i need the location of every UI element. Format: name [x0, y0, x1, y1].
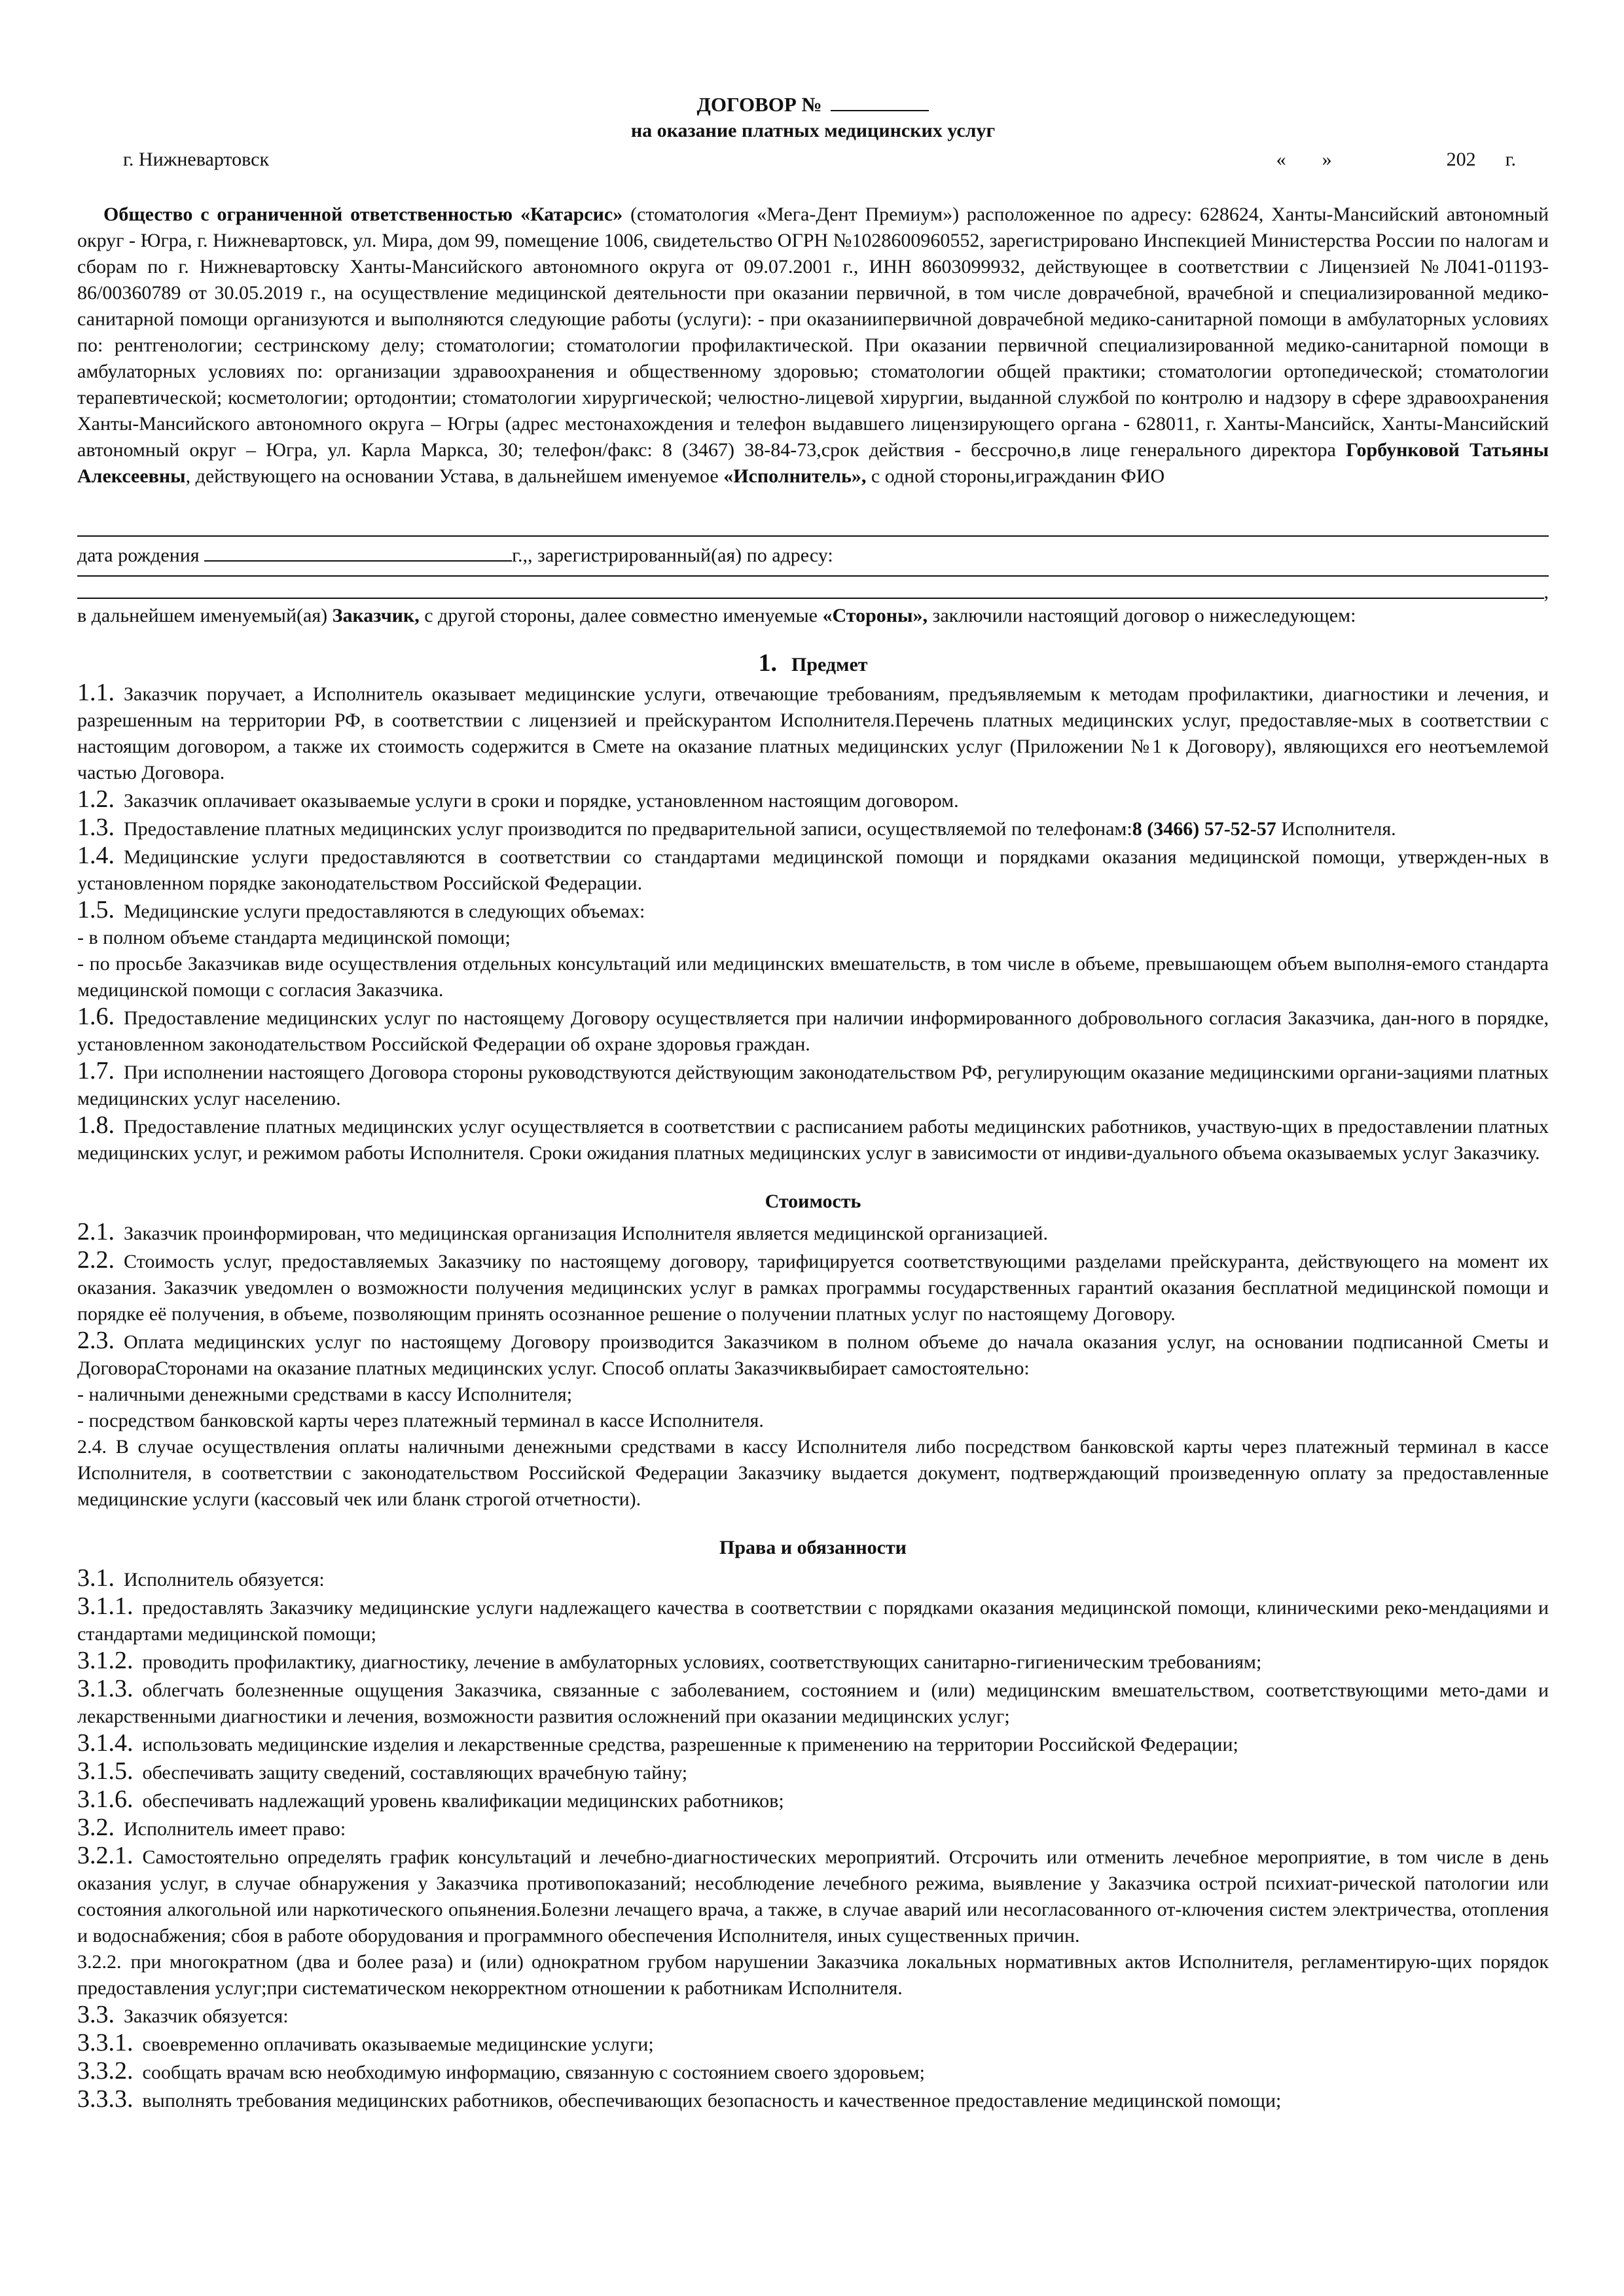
clause-1-5-a: - в полном объеме стандарта медицинской помощи; — [77, 927, 511, 948]
clause-number: 2.3. — [77, 1327, 115, 1354]
clause-1-7 — [77, 1058, 1549, 1112]
clause-2-3-b: - посредством банковской карты через платежный терминал в кассе Исполнителя. — [77, 1410, 764, 1431]
parties-text-1: в дальнейшем именуемый(ая) — [77, 605, 333, 626]
clause-text: своевременно оплачивать оказываемые медицинские услуги; — [142, 2034, 654, 2055]
clause-text: При исполнении настоящего Договора стороны руководствуются действующим законодательством РФ, регулирующим оказание медицинскими органи-зациями платных медицинских услуг населению. — [77, 1062, 1549, 1109]
clause-3-1-6 — [77, 1786, 1549, 1814]
clause-1-5-b: - по просьбе Заказчикав виде осуществления отдельных консультаций или медицинских вмешательств, в том числе в объеме, превышающем объем выполня-емого стандарта медицинской помощи с согласия Заказчика. — [77, 953, 1549, 1001]
clause-2-4: 2.4. В случае осуществления оплаты наличными денежными средствами в кассу Исполнителя либо посредством банковской карты через платежный терминал в кассе Исполнителя, в соответствии с законодательством Российской Федерации Заказчику выдается документ, подтверждающий произведенную оплату за предоставленные медицинские услуги (кассовый чек или бланк строгой отчетности). — [77, 1436, 1549, 1510]
birth-label: дата рождения — [77, 545, 200, 566]
clause-2-3-a: - наличными денежными средствами в кассу Исполнителя; — [77, 1384, 573, 1405]
clause-text: Медицинские услуги предоставляются в соответствии со стандартами медицинской помощи и порядками оказания медицинской помощи, утвержден-ных в установленном порядке законодательством Российской Федерации. — [77, 846, 1549, 894]
clause-number: 3.1.6. — [77, 1785, 134, 1813]
executor-term: «Исполнитель», — [723, 465, 867, 487]
date-quote-close: » — [1322, 149, 1332, 170]
org-name: Общество с ограниченной ответственностью «Катарсис» — [103, 204, 623, 225]
clause-text: Медицинские услуги предоставляются в следующих объемах: — [124, 901, 645, 922]
preamble — [77, 202, 1549, 490]
clause-text: предоставлять Заказчику медицинские услуги надлежащего качества в соответствии с порядками оказания медицинской помощи, клиническими реко-мендациями и стандартами медицинской помощи; — [77, 1597, 1549, 1645]
clause-2-2 — [77, 1247, 1549, 1327]
clause-3-1-2 — [77, 1647, 1549, 1676]
clause-number: 3.2.2. — [77, 1951, 122, 1973]
clause-number: 1.6. — [77, 1003, 115, 1030]
section1-items — [77, 679, 1549, 1166]
birth-suffix: г.,, зарегистрированный(ая) по адресу: — [512, 545, 833, 566]
clause-3-3-1 — [77, 2030, 1549, 2058]
clause-3-2-2 — [77, 1949, 1549, 2001]
clause-text: обеспечивать защиту сведений, составляющих врачебную тайну; — [142, 1762, 688, 1784]
clause-text: Стоимость услуг, предоставляемых Заказчику по настоящему договору, тарифицируется соответствующими разделами прейскуранта, действующего на момент их оказания. Заказчик уведомлен о возможности получения медицинских услуг в рамках программы государственных гарантий оказания бесплатной медицинской помощи и порядке её получения, в объеме, позволяющим принять осознанное решение о получении платных услуг по настоящему Договору. — [77, 1251, 1549, 1325]
parties-text-3: заключили настоящий договор о нижеследующем: — [928, 605, 1356, 626]
clause-text: Заказчик проинформирован, что медицинская организация Исполнителя является медицинской организацией. — [124, 1223, 1048, 1244]
birth-date-blank[interactable] — [204, 542, 512, 562]
clause-3-3-2 — [77, 2058, 1549, 2086]
clause-3-2-1 — [77, 1842, 1549, 1949]
clause-text: Предоставление платных медицинских услуг осуществляется в соответствии с расписанием работы медицинских работников, участвую-щих в предоставлении платных медицинских услуг, и режимом работы Исполнителя. Сроки ожидания платных медицинских услуг в зависимости от индиви-дуального объема оказываемых услуг Заказчику. — [77, 1116, 1549, 1164]
clause-1-6 — [77, 1003, 1549, 1058]
contract-title — [77, 92, 1549, 118]
section2-items — [77, 1219, 1549, 1513]
clause-1-8 — [77, 1112, 1549, 1166]
clause-2-1 — [77, 1219, 1549, 1247]
clause-3-2 — [77, 1814, 1549, 1842]
clause-number: 3.3.3. — [77, 2085, 134, 2113]
clause-2-3 — [77, 1327, 1549, 1382]
phone-number: 8 (3466) 57-52-57 — [1132, 818, 1276, 840]
clause-text: Исполнитель обязуется: — [124, 1569, 325, 1590]
clause-text: сообщать врачам всю необходимую информацию, связанную с состоянием своего здоровьем; — [142, 2062, 925, 2083]
address-blank-line-2[interactable] — [77, 598, 1544, 599]
section3-heading: Права и обязанности — [719, 1537, 907, 1558]
clause-text: при многократном (два и более раза) и (или) однократном грубом нарушении Заказчика локальных нормативных актов Исполнителя, регламентирую-щих порядок предоставления услуг;при систематическом некорректном отношении к работникам Исполнителя. — [77, 1951, 1549, 1999]
date-field — [1276, 147, 1516, 173]
clause-text: Самостоятельно определять график консультаций и лечебно-диагностических мероприятий. Отсрочить или отменить лечебное мероприятие, в том числе в день оказания услуг, в случае обнаружения у Заказчика противопоказаний; несоблюдение лечебного режима, выявление у Заказчика острой психиат-рической патологии или состояния алкогольной или наркотического опьянения.Болезни лечащего врача, а также, в случае аварий или несогласованного от-ключения систем электричества, отопления и водоснабжения; сбоя в работе оборудования и программного обеспечения Исполнителя, иных существенных причин. — [77, 1846, 1549, 1946]
clause-text: Предоставление медицинских услуг по настоящему Договору осуществляется при наличии информированного добровольного согласия Заказчика, дан-ного в порядке, установленном законодательством Российской Федерации об охране здоровья граждан. — [77, 1007, 1549, 1055]
clause-number: 3.1.2. — [77, 1647, 134, 1674]
clause-3-3-3 — [77, 2086, 1549, 2114]
address-comma: , — [1543, 581, 1549, 603]
clause-3-1-5 — [77, 1758, 1549, 1786]
section1-title: Предмет — [791, 654, 868, 675]
clause-text: обеспечивать надлежащий уровень квалификации медицинских работников; — [142, 1790, 784, 1812]
clause-1-3 — [77, 814, 1549, 842]
clause-number: 1.3. — [77, 814, 115, 841]
date-year: 202 — [1446, 149, 1476, 170]
clause-number: 3.2. — [77, 1814, 115, 1841]
clause-text: выполнять требования медицинских работников, обеспечивающих безопасность и качественное предоставление медицинской помощи; — [142, 2090, 1282, 2111]
clause-3-1 — [77, 1565, 1549, 1593]
clause-text: Заказчик оплачивает оказываемые услуги в сроки и порядке, установленном настоящим договором. — [124, 790, 959, 812]
parties-term: «Стороны», — [822, 605, 928, 626]
clause-number: 3.3.1. — [77, 2029, 134, 2056]
address-blank-row-2 — [77, 581, 1549, 603]
contract-subtitle: на оказание платных медицинских услуг — [630, 120, 996, 141]
clause-3-3 — [77, 2001, 1549, 2030]
clause-text: использовать медицинские изделия и лекарственные средства, разрешенные к применению на территории Российской Федерации; — [142, 1734, 1238, 1755]
section2-heading: Стоимость — [765, 1191, 861, 1212]
clause-1-5 — [77, 897, 1549, 925]
clause-number: 2.1. — [77, 1218, 115, 1246]
clause-number: 1.7. — [77, 1057, 115, 1085]
customer-term: Заказчик, — [332, 605, 420, 626]
section1-heading — [77, 649, 1549, 679]
clause-1-2 — [77, 786, 1549, 814]
clause-number: 3.1.5. — [77, 1757, 134, 1785]
parties-paragraph — [77, 603, 1549, 629]
clause-number: 2.2. — [77, 1246, 115, 1274]
clause-number: 3.3.2. — [77, 2057, 134, 2085]
clause-1-1 — [77, 679, 1549, 786]
city: г. Нижневартовск — [123, 149, 270, 170]
clause-number: 3.1. — [77, 1564, 115, 1592]
preamble-text-1: (стоматология «Мега-Дент Премиум») расположенное по адресу: 628624, Ханты-Мансийский автономный округ - Югра, г. Нижневартовск, ул. Мира, дом 99, помещение 1006, свидетельство ОГРН №1028600960552, зарегистрировано Инспекцией Министерства России по налогам и сборам по г. Нижневартовску Ханты-Мансийского автономного округа от 09.07.2001 г., ИНН 8603099932, действующее в соответствии с Лицензией №Л041-01193-86/00360789 от 30.05.2019 г., на осуществление медицинской деятельности при оказании первичной, в том числе доврачебной, врачебной и специализированной медико-санитарной помощи организуются и выполняются следующие работы (услуги): - при оказаниипервичной доврачебной медико-санитарной помощи в амбулаторных условиях по: рентгенологии; сестринскому делу; стоматологии; стоматологии профилактической. При оказании первичной специализированной медико-санитарной помощи в амбулаторных условиях по: организации здравоохранения и общественному здоровью; стоматологии общей практики; стоматологии ортопедической; стоматологии терапевтической; косметологии; ортодонтии; стоматологии хирургической; челюстно-лицевой хирургии, выданной службой по контролю и надзору в сфере здравоохранения Ханты-Мансийского автономного округа – Югры (адрес местонахождения и телефон выдавшего лицензирующего органа - 628011, г. Ханты-Мансийск, Ханты-Мансийский автономный округ – Югра, ул. Карла Маркса, 30; телефон/факс: 8 (3467) 38-84-73,срок действия - бессрочно,в лице генерального директора — [77, 204, 1549, 461]
clause-number: 1.5. — [77, 896, 115, 924]
clause-number: 3.1.4. — [77, 1729, 134, 1757]
clause-text: Исполнитель имеет право: — [124, 1818, 346, 1840]
section1-number: 1. — [758, 649, 777, 677]
clause-text: проводить профилактику, диагностику, лечение в амбулаторных условиях, соответствующих санитарно-гигиеническим требованиям; — [142, 1651, 1262, 1673]
date-suffix: г. — [1505, 149, 1516, 170]
clause-number: 3.3. — [77, 2001, 115, 2028]
address-blank-line-1[interactable] — [77, 575, 1549, 577]
clause-text: облегчать болезненные ощущения Заказчика, связанные с заболеванием, состоянием и (или) медицинским вмешательством, соответствующими мето-дами и лекарственными диагностики и лечения, возможности развития осложнений при оказании медицинских услуг; — [77, 1679, 1549, 1727]
city-date-row — [77, 147, 1549, 173]
clause-tail: Исполнителя. — [1276, 818, 1396, 840]
fio-blank-line[interactable] — [77, 535, 1549, 537]
clause-number: 1.4. — [77, 842, 115, 869]
clause-number: 1.1. — [77, 679, 115, 706]
clause-text: Заказчик обязуется: — [124, 2005, 289, 2027]
clause-3-1-3 — [77, 1676, 1549, 1730]
clause-3-1-4 — [77, 1730, 1549, 1758]
birth-row — [77, 542, 1549, 569]
director-name: Горбунковой Татьяны Алексеевны — [77, 439, 1549, 487]
contract-number-blank[interactable] — [831, 92, 929, 111]
section3-items — [77, 1565, 1549, 2114]
contract-document — [77, 92, 1549, 2114]
clause-number: 3.1.3. — [77, 1675, 134, 1702]
date-quote-open: « — [1276, 149, 1286, 170]
clause-3-1-1 — [77, 1593, 1549, 1647]
clause-text: Заказчик поручает, а Исполнитель оказывает медицинские услуги, отвечающие требованиям, предъявляемым к методам профилактики, диагностики и лечения, и разрешенным на территории РФ, в соответствии с лицензией и прейскурантом Исполнителя.Перечень платных медицинских услуг, предоставляе-мых в соответствии с настоящим договором, а также их стоимость содержится в Смете на оказание платных медицинских услуг (Приложении №1 к Договору), являющихся его неотъемлемой частью Договора. — [77, 683, 1549, 783]
clause-text: Оплата медицинских услуг по настоящему Договору производится Заказчиком в полном объеме до начала оказания услуг, на основании подписанной Сметы и ДоговораСторонами на оказание платных медицинских услуг. Способ оплаты Заказчиквыбирает самостоятельно: — [77, 1331, 1549, 1379]
preamble-text-3: с одной стороны,игражданин ФИО — [866, 465, 1165, 487]
clause-1-4 — [77, 842, 1549, 897]
clause-text: Предоставление платных медицинских услуг производится по предварительной записи, осуществляемой по телефонам: — [124, 818, 1132, 840]
title-text: ДОГОВОР № — [696, 93, 822, 116]
parties-text-2: с другой стороны, далее совместно именуемые — [419, 605, 823, 626]
clause-number: 3.1.1. — [77, 1592, 134, 1620]
preamble-text-2: , действующего на основании Устава, в дальнейшем именуемое — [185, 465, 724, 487]
clause-number: 1.2. — [77, 785, 115, 813]
clause-number: 1.8. — [77, 1111, 115, 1139]
clause-number: 3.2.1. — [77, 1842, 134, 1869]
